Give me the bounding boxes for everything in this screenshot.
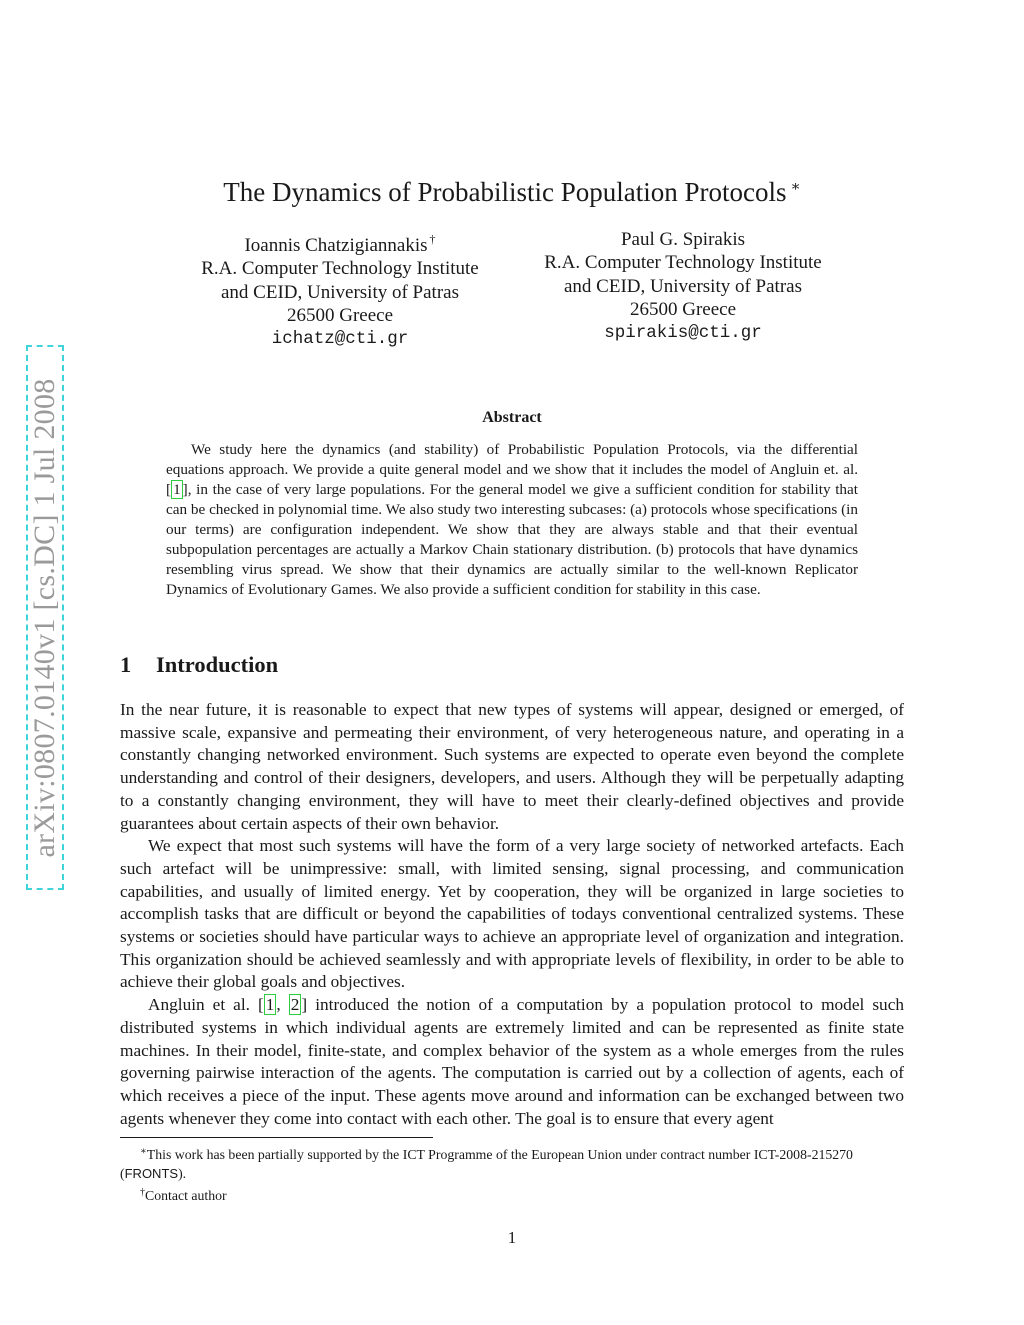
footnote-mark: † bbox=[140, 1187, 145, 1198]
paper-title-text: The Dynamics of Probabilistic Population Protocols bbox=[223, 177, 787, 207]
abstract-heading: Abstract bbox=[482, 409, 542, 426]
title-footnote-mark: ∗ bbox=[790, 179, 801, 195]
citation-link[interactable]: 1 bbox=[173, 481, 181, 498]
section-heading-introduction bbox=[120, 652, 278, 678]
abstract-paragraph: We study here the dynamics (and stability) of Probabilistic Population Protocols, via the differential equations approach. We provide a quite general model and we show that it includes the model of Angluin et. al. [ 1 ], in the case of very large populations. For the general model we give a sufficient condition for stability that can be checked in polynomial time. We also study two interesting subcases: (a) protocols whose specifications (in our terms) are configuration independent. We show that they are always stable and that their eventual subpopulation percentages are actually a Markov Chain stationary distribution. (b) protocols that have dynamics resembling virus spread. We show that their dynamics are actually similar to the well-known Replicator Dynamics of Evolutionary Games. We also provide a sufficient condition for stability in this case. bbox=[166, 441, 858, 598]
section-title: Introduction bbox=[156, 652, 279, 677]
author-name: Ioannis Chatzigiannakis † bbox=[244, 232, 436, 256]
footnotes bbox=[120, 1142, 904, 1205]
author-address: 26500 Greece bbox=[286, 305, 394, 327]
author-affiliation: and CEID, University of Patras bbox=[564, 275, 802, 297]
arxiv-identifier-stamp[interactable] bbox=[26, 345, 64, 890]
footnote-rule bbox=[120, 1137, 433, 1138]
author-address: 26500 Greece bbox=[629, 299, 737, 321]
abstract-body bbox=[166, 440, 858, 600]
citation-link[interactable]: 2 bbox=[290, 995, 300, 1015]
author-affiliation: and CEID, University of Patras bbox=[221, 281, 459, 303]
body-paragraph: We expect that most such systems will have the form of a very large society of networked artefacts. Each such artefact will be unimpressive: small, with limited sensing, signal processing, and communication capabilities, and usually of limited energy. Yet by cooperation, they will be organized in large societies to accomplish tasks that are difficult or beyond the capabilities of todays conventional centralized systems. These systems or societies should have particular ways to achieve an appropriate level of organization and integration. This organization should be achieved seamlessly and with appropriate levels of flexibility, in order to be able to achieve their global goals and objectives. bbox=[120, 836, 904, 992]
author-block-1 bbox=[170, 228, 510, 351]
author-name: Paul G. Spirakis bbox=[620, 229, 746, 250]
author-affiliation: R.A. Computer Technology Institute bbox=[201, 258, 479, 280]
body-paragraph: In the near future, it is reasonable to expect that new types of systems will appear, designed or emerged, of massive scale, expansive and permeating their environment, of very heterogeneous nature, and operating in a constantly changing networked environment. Such systems are expected to operate even beyond the complete understanding and control of their designers, developers, and users. Although they will be perpetually adapting to a constantly changing environment, they will have to meet their clearly-defined objectives and provide guarantees about certain aspects of their own behavior. bbox=[120, 700, 904, 833]
page-number: 1 bbox=[507, 1228, 517, 1247]
arxiv-stamp-text: arXiv:0807.0140v1 [cs.DC] 1 Jul 2008 bbox=[28, 377, 61, 858]
citation-link[interactable]: 1 bbox=[265, 995, 275, 1015]
author-email[interactable]: ichatz@cti.gr bbox=[271, 328, 409, 349]
footnote-mark: ∗ bbox=[140, 1146, 147, 1157]
author-affiliation: R.A. Computer Technology Institute bbox=[544, 252, 822, 274]
footnote-1: ∗This work has been partially supported by the ICT Programme of the European Union under contract number ICT-2008-215270 (FRONTS). bbox=[120, 1146, 853, 1181]
project-name: FRONTS bbox=[124, 1166, 179, 1181]
author-footnote-mark: † bbox=[429, 232, 436, 246]
footnote-2: †Contact author bbox=[140, 1187, 227, 1203]
introduction-body bbox=[120, 699, 904, 1130]
paper-title bbox=[120, 170, 904, 209]
section-number: 1 bbox=[120, 652, 132, 677]
body-paragraph: Angluin et al. [ 1 , 2 ] introduced the notion of a computation by a population protocol to model such distributed systems in which individual agents are extremely limited and can be represented as finite state machines. In their model, finite-state, and complex behavior of the system as a whole emerges from the rules governing pairwise interaction of the agents. The computation is carried out by a collection of agents, each of which receives a piece of the input. These agents move around and information can be exchanged between two agents whenever they come into contact with each other. The goal is to ensure that every agent bbox=[120, 995, 905, 1128]
author-block-2 bbox=[513, 228, 853, 345]
author-email[interactable]: spirakis@cti.gr bbox=[604, 322, 762, 343]
